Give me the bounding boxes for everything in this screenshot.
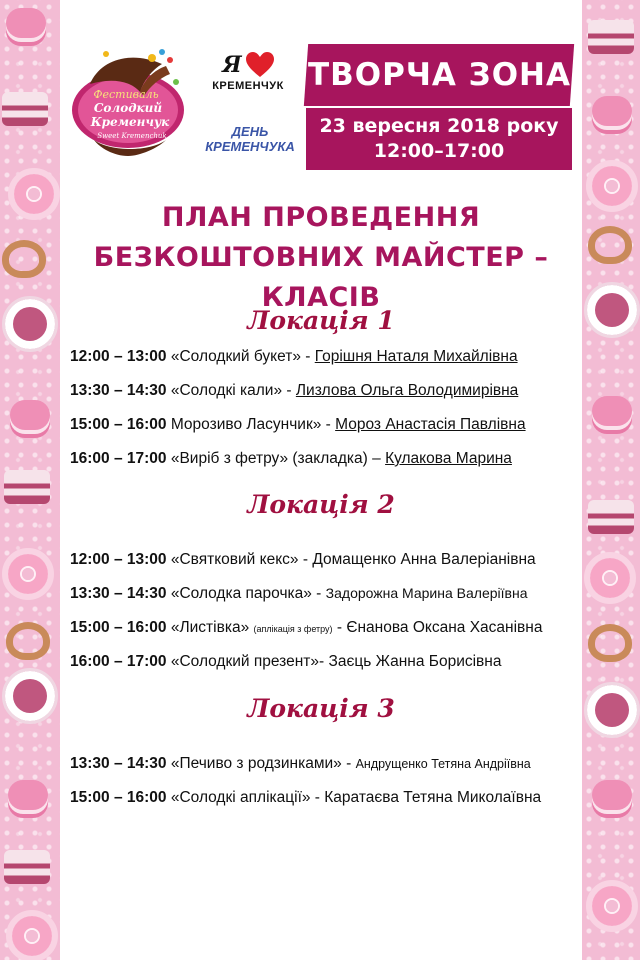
- row-class-name: Морозиво Ласунчик» -: [170, 416, 336, 433]
- pretzel-icon: [588, 624, 632, 662]
- row-time: 15:00 – 16:00: [70, 789, 167, 806]
- title-line2: БЕЗКОШТОВНИХ МАЙСТЕР – КЛАСІВ: [93, 242, 549, 313]
- pretzel-icon: [2, 240, 46, 278]
- city-day-title: [200, 124, 300, 154]
- row-class-name: «Солодкий презент»: [170, 653, 320, 670]
- schedule-row: [70, 755, 582, 773]
- location-2-title: Локація 2: [247, 490, 395, 519]
- donut-icon: [6, 910, 58, 960]
- dessert-plate-icon: [2, 668, 58, 724]
- macaron-icon: [592, 780, 632, 810]
- schedule-row: [70, 619, 582, 637]
- row-time: 15:00 – 16:00: [70, 416, 167, 433]
- cake-icon: [4, 850, 50, 884]
- schedule-row: [70, 382, 582, 400]
- location-3-title: Локація 3: [247, 694, 395, 723]
- title-line1: ПЛАН ПРОВЕДЕННЯ: [161, 202, 481, 233]
- macaron-icon: [8, 780, 48, 810]
- poster-panel: [60, 0, 582, 960]
- row-time: 13:30 – 14:30: [70, 382, 167, 399]
- schedule-row: [70, 450, 582, 468]
- row-host: - Заєць Жанна Борисівна: [319, 653, 502, 670]
- cake-icon: [2, 92, 48, 126]
- zone-banner: [304, 44, 574, 106]
- row-time: 15:00 – 16:00: [70, 619, 167, 636]
- pretzel-icon: [588, 226, 632, 264]
- i-love-kremenchuk-logo: [212, 52, 284, 92]
- schedule-row: [70, 653, 582, 671]
- row-class-name: «Солодкі аплікації» -: [170, 789, 325, 806]
- schedule-row: [70, 348, 582, 366]
- logo-text-line2: Солодкий: [93, 101, 163, 115]
- row-time: 16:00 – 17:00: [70, 653, 167, 670]
- row-time: 13:30 – 14:30: [70, 755, 167, 772]
- row-class-name: «Солодкий букет» -: [170, 348, 315, 365]
- cake-icon: [588, 500, 634, 534]
- cake-icon: [4, 470, 50, 504]
- row-class-name: «Святковий кекс» -: [170, 551, 313, 568]
- city-name: КРЕМЕНЧУК: [212, 80, 284, 92]
- row-host: Домащенко Анна Валеріанівна: [312, 551, 536, 568]
- row-class-name: «Листівка»: [170, 619, 254, 636]
- logo-text-line3: Кременчук: [90, 115, 170, 129]
- row-host: Каратаєва Тетяна Миколаївна: [324, 789, 542, 806]
- dessert-plate-icon: [2, 296, 58, 352]
- schedule-row: [70, 585, 582, 603]
- row-host: Мороз Анастасія Павлівна: [335, 416, 526, 433]
- pretzel-icon: [6, 622, 50, 660]
- row-note: (аплікація з фетру): [253, 624, 333, 634]
- macaron-icon: [592, 96, 632, 126]
- macaron-icon: [6, 8, 46, 38]
- row-class-name: «Солодкі кали» -: [170, 382, 296, 399]
- schedule-row: [70, 789, 582, 807]
- schedule-row: [70, 416, 582, 434]
- row-host: Андрущенко Тетяна Андріївна: [355, 757, 531, 771]
- location-1-title: Локація 1: [247, 306, 395, 335]
- day-title-line1: ДЕНЬ: [231, 124, 269, 139]
- macaron-icon: [592, 396, 632, 426]
- donut-icon: [584, 552, 636, 604]
- zone-title: ТВОРЧА ЗОНА: [307, 57, 571, 93]
- page-title: [60, 198, 582, 318]
- ya-letter: Я: [222, 52, 242, 78]
- dessert-plate-icon: [584, 682, 640, 738]
- row-host: Задорожна Марина Валеріївна: [325, 585, 528, 601]
- date-banner: [306, 108, 572, 170]
- schedule-row: [70, 551, 582, 569]
- donut-icon: [2, 548, 54, 600]
- row-time: 12:00 – 13:00: [70, 348, 167, 365]
- dessert-plate-icon: [584, 282, 640, 338]
- event-date: 23 вересня 2018 року: [319, 115, 559, 137]
- row-host: Кулакова Марина: [385, 450, 512, 467]
- row-class-name: «Солодка парочка» -: [170, 585, 326, 602]
- right-decorative-border: [582, 0, 640, 960]
- row-host: Горішня Наталя Михайлівна: [314, 348, 518, 365]
- day-title-line2: КРЕМЕНЧУКА: [205, 139, 295, 154]
- donut-icon: [586, 160, 638, 212]
- row-time: 12:00 – 13:00: [70, 551, 167, 568]
- logo-text-line4: Sweet Kremenchuk: [97, 132, 167, 140]
- cake-icon: [588, 20, 634, 54]
- donut-icon: [586, 880, 638, 932]
- row-time: 16:00 – 17:00: [70, 450, 167, 467]
- row-host: Лизлова Ольга Володимирівна: [295, 382, 519, 399]
- heart-icon: [246, 52, 274, 78]
- donut-icon: [8, 168, 60, 220]
- event-hours: 12:00–17:00: [373, 140, 505, 162]
- logo-text-line1: Фестиваль: [93, 88, 159, 101]
- festival-logo: [70, 40, 188, 158]
- row-host: - Єнанова Оксана Хасанівна: [332, 619, 543, 636]
- row-time: 13:30 – 14:30: [70, 585, 167, 602]
- left-decorative-border: [0, 0, 60, 960]
- macaron-icon: [10, 400, 50, 430]
- row-class-name: «Виріб з фетру» (закладка) –: [170, 450, 386, 467]
- row-class-name: «Печиво з родзинками» -: [170, 755, 356, 772]
